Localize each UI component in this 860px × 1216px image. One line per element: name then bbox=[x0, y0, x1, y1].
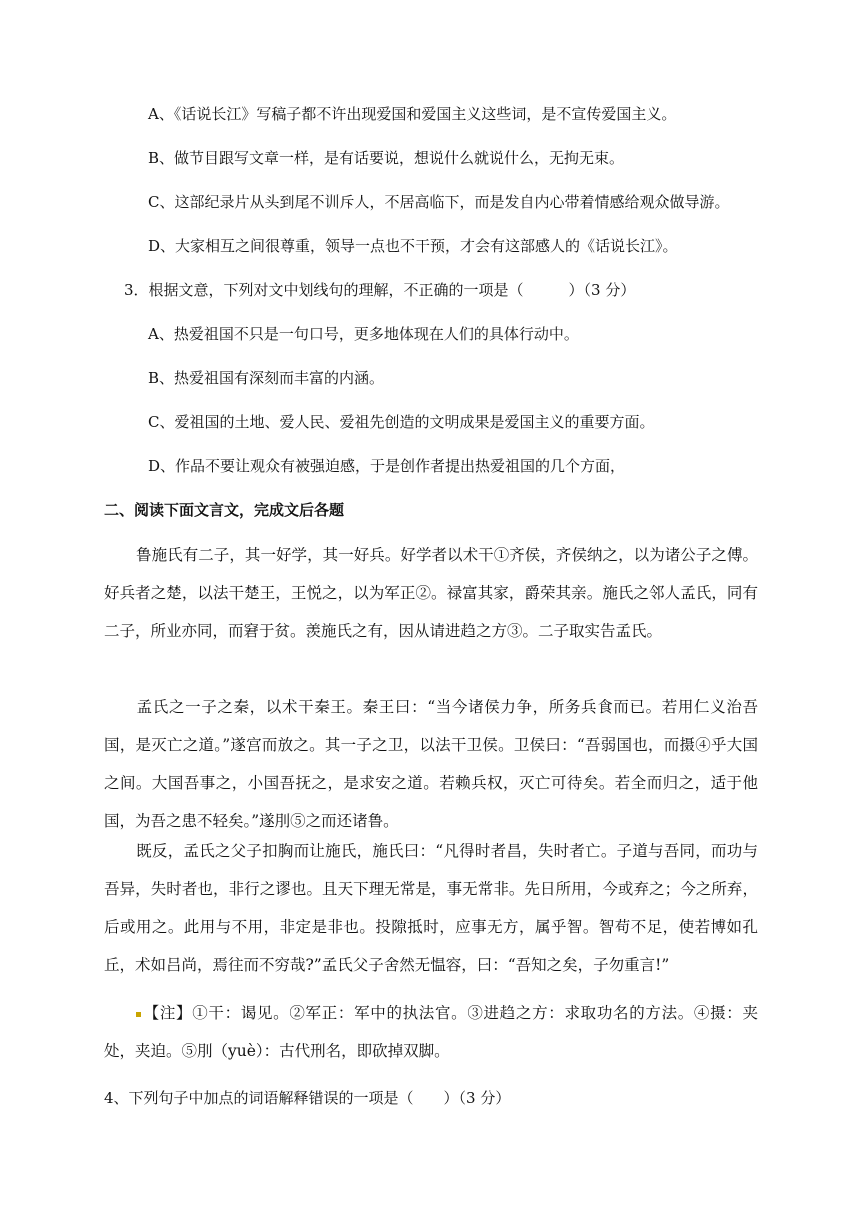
q2-option-b: B、做节目跟写文章一样，是有话要说，想说什么就说什么，无拘无束。 bbox=[148, 149, 625, 167]
passage-paragraph-3 bbox=[104, 832, 758, 984]
passage-paragraph-1 bbox=[104, 536, 758, 650]
q4-stem: 4、下列句子中加点的词语解释错误的一项是（ ）（3 分） bbox=[104, 1089, 511, 1107]
q3-stem: 3．根据文意，下列对文中划线句的理解，不正确的一项是（ ）（3 分） bbox=[124, 281, 636, 299]
q3-option-d: D、作品不要让观众有被强迫感，于是创作者提出热爱祖国的几个方面， bbox=[148, 457, 626, 475]
annotation-note bbox=[104, 994, 758, 1070]
passage-paragraph-1-text: 鲁施氏有二子，其一好学，其一好兵。好学者以术干①齐侯，齐侯纳之，以为诸公子之傅。好兵者之楚，以法干楚王，王悦之，以为军正②。禄富其家，爵荣其亲。施氏之邻人孟氏，同有二子，所业亦同，而窘于贫。羡施氏之有，因从请进趋之方③。二子取实告孟氏。 bbox=[104, 546, 758, 640]
q3-option-b: B、热爱祖国有深刻而丰富的内涵。 bbox=[148, 369, 385, 387]
q2-option-d: D、大家相互之间很尊重，领导一点也不干预，才会有这部感人的《话说长江》。 bbox=[148, 237, 678, 255]
passage-paragraph-2-text: 孟氏之一子之秦，以术干秦王。秦王曰：“当今诸侯力争，所务兵食而已。若用仁义治吾国，是灭亡之道。”遂宫而放之。其一子之卫，以法干卫侯。卫侯曰：“吾弱国也，而摄④乎大国之间。大国吾事之，小国吾抚之，是求安之道。若赖兵权，灭亡可待矣。若全而归之，适于他国，为吾之患不轻矣。”遂刖⑤之而还诸鲁。 bbox=[104, 698, 758, 830]
section-heading: 二、阅读下面文言文，完成文后各题 bbox=[104, 501, 345, 519]
q3-option-a: A、热爱祖国不只是一句口号，更多地体现在人们的具体行动中。 bbox=[148, 325, 579, 343]
q3-option-c: C、爱祖国的土地、爱人民、爱祖先创造的文明成果是爱国主义的重要方面。 bbox=[148, 413, 655, 431]
passage-paragraph-2 bbox=[104, 688, 758, 840]
q2-option-a: A、《话说长江》写稿子都不许出现爱国和爱国主义这些词，是不宣传爱国主义。 bbox=[148, 105, 677, 123]
passage-paragraph-3-text: 既反，孟氏之父子扣胸而让施氏，施氏曰：“凡得时者昌，失时者亡。子道与吾同，而功与吾异，失时者也，非行之谬也。且天下理无常是，事无常非。先日所用，今或弃之；今之所弃，后或用之。此用与不用，非定是非也。投隙抵时，应事无方，属乎智。智苟不足，使若博如孔丘，术如吕尚，焉往而不穷哉?”孟氏父子舍然无愠容，曰：“吾知之矣，子勿重言!” bbox=[104, 842, 758, 974]
q2-option-c: C、这部纪录片从头到尾不训斥人，不居高临下，而是发自内心带着情感给观众做导游。 bbox=[148, 193, 730, 211]
marker-icon bbox=[136, 1012, 141, 1017]
annotation-note-text: 【注】①干：谒见。②军正：军中的执法官。③进趋之方：求取功名的方法。④摄：夹处，夹迫。⑤刖（yuè）：古代刑名，即砍掉双脚。 bbox=[104, 1004, 758, 1060]
